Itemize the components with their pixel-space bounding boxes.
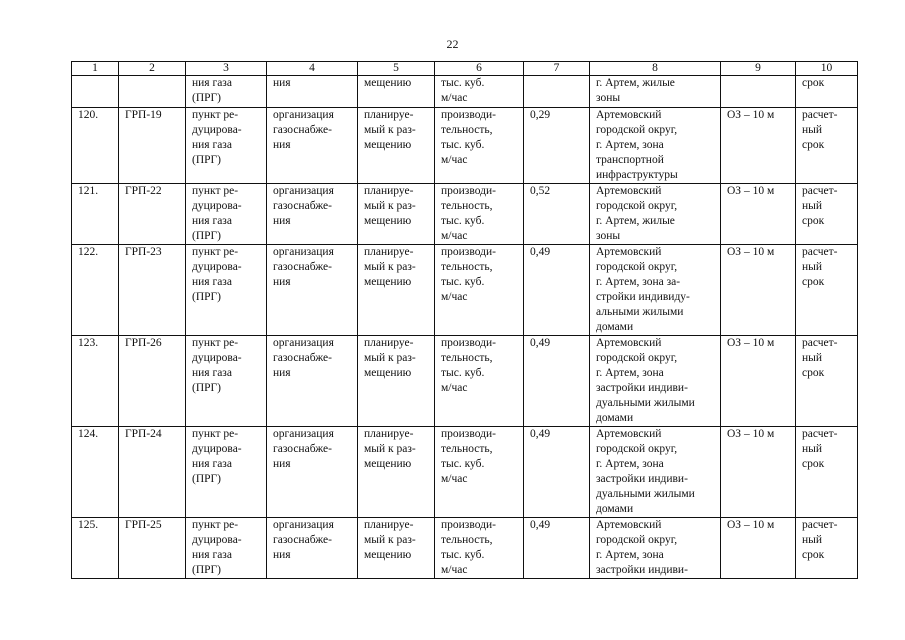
object-code-cell: ГРП-25: [119, 518, 186, 579]
page-number: 22: [446, 37, 459, 51]
table-cell: [72, 76, 119, 108]
location-cell: Артемовский городской округ, г. Артем, зона застройки индиви- дуальными жилыми домами: [590, 427, 721, 518]
zone-cell: ОЗ – 10 м: [721, 108, 796, 184]
term-cell: расчет- ный срок: [796, 245, 858, 336]
value-cell: 0,52: [524, 184, 590, 245]
status-cell: планируе- мый к раз- мещению: [358, 518, 435, 579]
row-number-cell: 120.: [72, 108, 119, 184]
table-cell: [524, 76, 590, 108]
status-cell: планируе- мый к раз- мещению: [358, 108, 435, 184]
column-header: 8: [590, 62, 721, 76]
parameter-cell: производи- тельность, тыс. куб. м/час: [435, 108, 524, 184]
table-cell: [119, 76, 186, 108]
objects-table: [71, 61, 858, 579]
object-code-cell: ГРП-19: [119, 108, 186, 184]
status-cell: планируе- мый к раз- мещению: [358, 184, 435, 245]
object-type-cell: пункт ре- дуцирова- ния газа (ПРГ): [186, 245, 267, 336]
column-header: 7: [524, 62, 590, 76]
row-number-cell: 125.: [72, 518, 119, 579]
parameter-cell: производи- тельность, тыс. куб. м/час: [435, 518, 524, 579]
table-row: [72, 518, 858, 579]
status-cell: планируе- мый к раз- мещению: [358, 427, 435, 518]
table-row: [72, 336, 858, 427]
zone-cell: ОЗ – 10 м: [721, 427, 796, 518]
object-code-cell: ГРП-23: [119, 245, 186, 336]
parameter-cell: производи- тельность, тыс. куб. м/час: [435, 245, 524, 336]
organization-cell: организация газоснабже- ния: [267, 245, 358, 336]
table-cell: тыс. куб. м/час: [435, 76, 524, 108]
object-code-cell: ГРП-24: [119, 427, 186, 518]
row-number-cell: 121.: [72, 184, 119, 245]
table-row: [72, 427, 858, 518]
term-cell: расчет- ный срок: [796, 336, 858, 427]
location-cell: Артемовский городской округ, г. Артем, зона застройки индиви- дуальными жилыми домами: [590, 336, 721, 427]
location-cell: Артемовский городской округ, г. Артем, зона за- стройки индивиду- альными жилыми домами: [590, 245, 721, 336]
value-cell: 0,49: [524, 336, 590, 427]
table-cell: мещению: [358, 76, 435, 108]
zone-cell: ОЗ – 10 м: [721, 518, 796, 579]
table-cell: ния: [267, 76, 358, 108]
column-header: 4: [267, 62, 358, 76]
column-number-header-row: [72, 62, 858, 76]
organization-cell: организация газоснабже- ния: [267, 108, 358, 184]
table-cell: ния газа (ПРГ): [186, 76, 267, 108]
term-cell: расчет- ный срок: [796, 427, 858, 518]
term-cell: расчет- ный срок: [796, 108, 858, 184]
table-cell: срок: [796, 76, 858, 108]
object-type-cell: пункт ре- дуцирова- ния газа (ПРГ): [186, 427, 267, 518]
row-number-cell: 122.: [72, 245, 119, 336]
table-cell: [721, 76, 796, 108]
location-cell: Артемовский городской округ, г. Артем, зона транспортной инфраструктуры: [590, 108, 721, 184]
organization-cell: организация газоснабже- ния: [267, 336, 358, 427]
object-type-cell: пункт ре- дуцирова- ния газа (ПРГ): [186, 518, 267, 579]
table-row: [72, 108, 858, 184]
status-cell: планируе- мый к раз- мещению: [358, 336, 435, 427]
column-header: 5: [358, 62, 435, 76]
parameter-cell: производи- тельность, тыс. куб. м/час: [435, 427, 524, 518]
table-row: [72, 245, 858, 336]
zone-cell: ОЗ – 10 м: [721, 184, 796, 245]
object-type-cell: пункт ре- дуцирова- ния газа (ПРГ): [186, 336, 267, 427]
parameter-cell: производи- тельность, тыс. куб. м/час: [435, 184, 524, 245]
row-number-cell: 123.: [72, 336, 119, 427]
object-type-cell: пункт ре- дуцирова- ния газа (ПРГ): [186, 184, 267, 245]
continuation-row: [72, 76, 858, 108]
value-cell: 0,49: [524, 427, 590, 518]
object-type-cell: пункт ре- дуцирова- ния газа (ПРГ): [186, 108, 267, 184]
location-cell: Артемовский городской округ, г. Артем, зона застройки индиви-: [590, 518, 721, 579]
object-code-cell: ГРП-26: [119, 336, 186, 427]
organization-cell: организация газоснабже- ния: [267, 427, 358, 518]
value-cell: 0,49: [524, 245, 590, 336]
column-header: 6: [435, 62, 524, 76]
column-header: 1: [72, 62, 119, 76]
row-number-cell: 124.: [72, 427, 119, 518]
table-cell: г. Артем, жилые зоны: [590, 76, 721, 108]
zone-cell: ОЗ – 10 м: [721, 336, 796, 427]
column-header: 10: [796, 62, 858, 76]
zone-cell: ОЗ – 10 м: [721, 245, 796, 336]
value-cell: 0,29: [524, 108, 590, 184]
organization-cell: организация газоснабже- ния: [267, 184, 358, 245]
organization-cell: организация газоснабже- ния: [267, 518, 358, 579]
column-header: 2: [119, 62, 186, 76]
object-code-cell: ГРП-22: [119, 184, 186, 245]
status-cell: планируе- мый к раз- мещению: [358, 245, 435, 336]
column-header: 9: [721, 62, 796, 76]
term-cell: расчет- ный срок: [796, 184, 858, 245]
term-cell: расчет- ный срок: [796, 518, 858, 579]
table-row: [72, 184, 858, 245]
column-header: 3: [186, 62, 267, 76]
parameter-cell: производи- тельность, тыс. куб. м/час: [435, 336, 524, 427]
location-cell: Артемовский городской округ, г. Артем, жилые зоны: [590, 184, 721, 245]
value-cell: 0,49: [524, 518, 590, 579]
